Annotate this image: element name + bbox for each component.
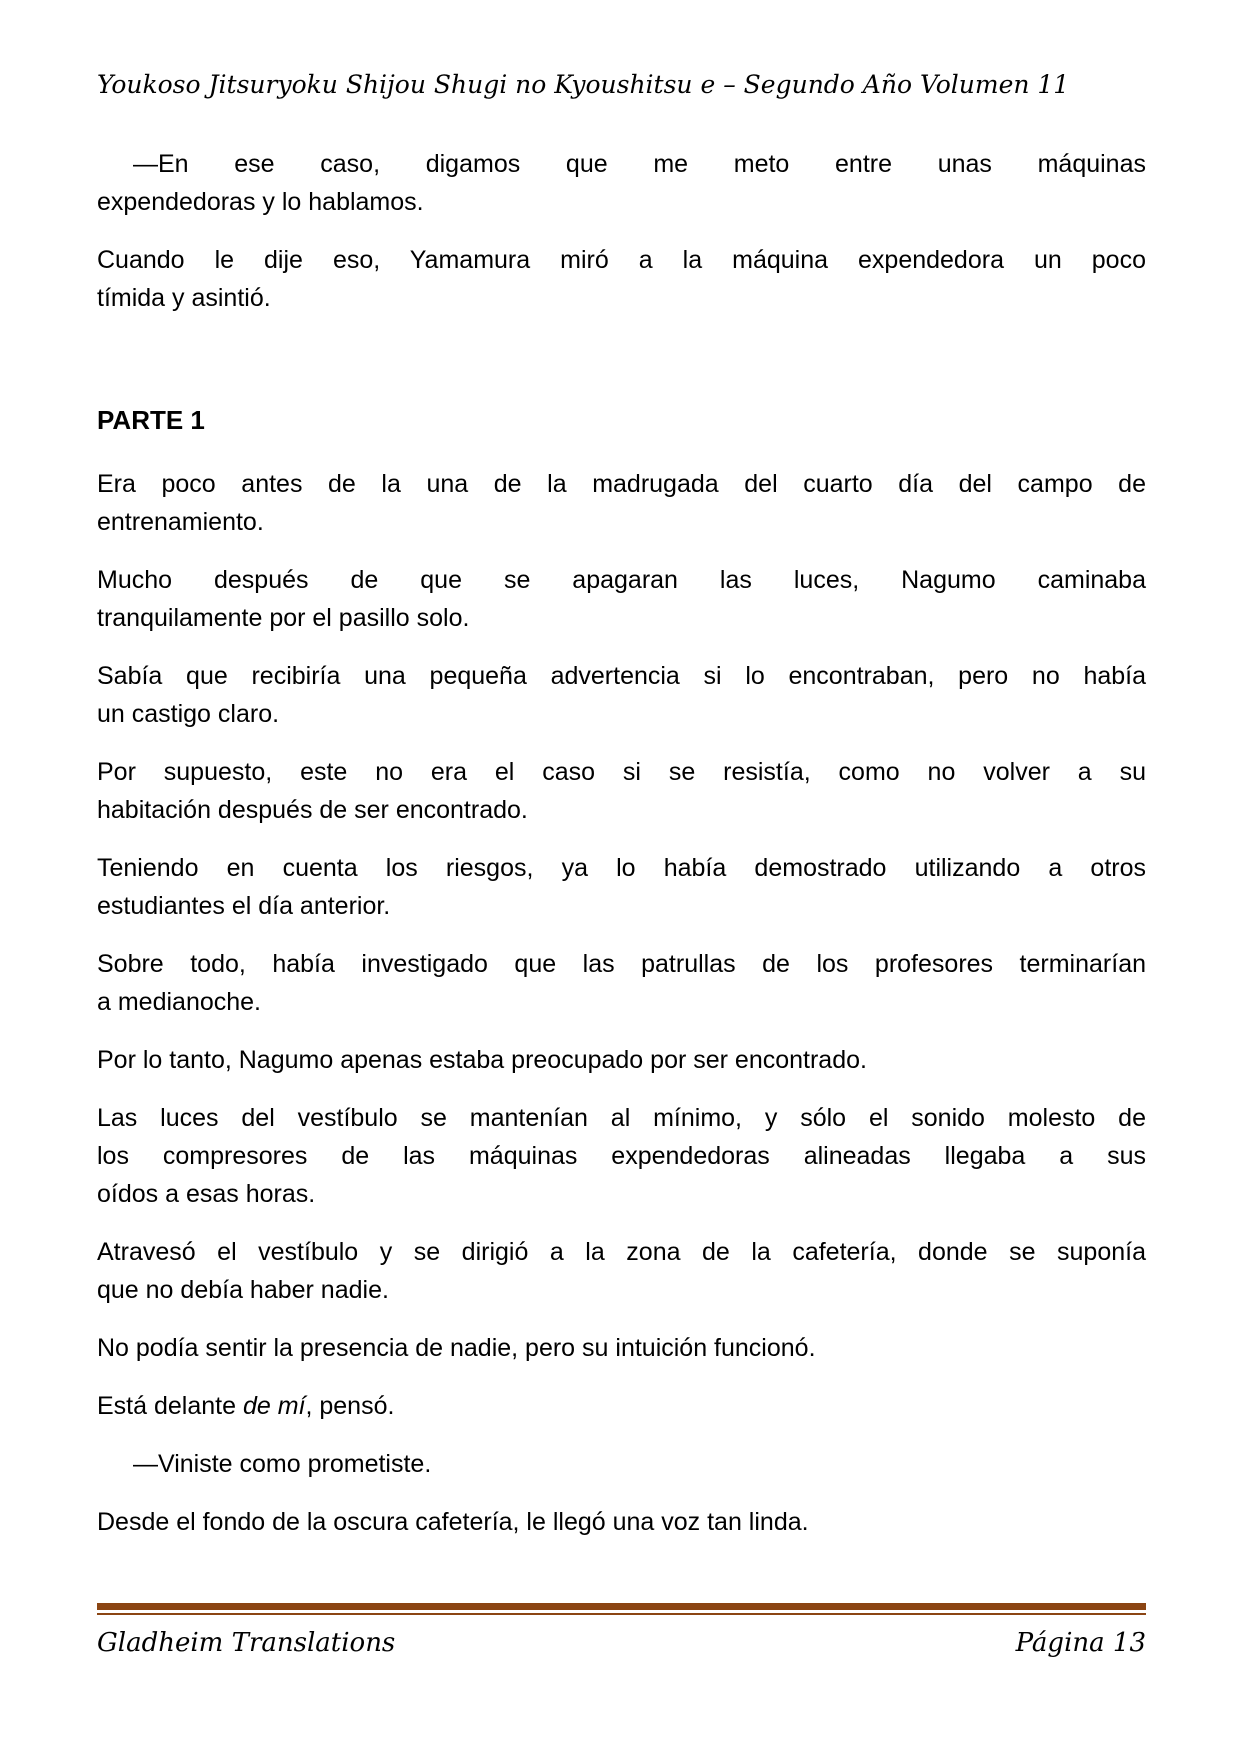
paragraph — [97, 465, 1146, 541]
footer-rule-thin — [97, 1613, 1146, 1615]
text-segment: entrenamiento. — [97, 508, 264, 536]
paragraph — [97, 945, 1146, 1021]
text-segment: No podía sentir la presencia de nadie, pero su intuición funcionó. — [97, 1334, 816, 1362]
text-segment: Por lo tanto, Nagumo apenas estaba preocupado por ser encontrado. — [97, 1046, 867, 1074]
paragraph — [97, 1233, 1146, 1309]
text-segment: tímida y asintió. — [97, 284, 271, 312]
text-segment: , pensó. — [305, 1392, 395, 1420]
text-segment: Desde el fondo de la oscura cafetería, le llegó una voz tan linda. — [97, 1508, 809, 1536]
text-segment: expendedoras y lo hablamos. — [97, 188, 424, 216]
text-segment: PARTE 1 — [97, 405, 205, 435]
text-segment: de mí — [242, 1392, 306, 1420]
text-segment: Atravesó el vestíbulo y se dirigió a la zona de la cafetería, donde se suponía — [97, 1238, 1146, 1266]
paragraph — [97, 241, 1146, 317]
paragraph — [97, 657, 1146, 733]
text-segment: Era poco antes de la una de la madrugada del cuarto día del campo de — [97, 470, 1146, 498]
paragraph — [97, 1041, 1146, 1079]
paragraph — [97, 1503, 1146, 1541]
paragraph — [97, 1329, 1146, 1367]
header-title: Youkoso Jitsuryoku Shijou Shugi no Kyoushitsu e – Segundo Año Volumen 11 — [97, 70, 1070, 99]
section-heading — [97, 401, 1146, 439]
text-segment: Por supuesto, este no era el caso si se resistía, como no volver a su — [97, 758, 1146, 786]
text-segment: Sobre todo, había investigado que las patrullas de los profesores terminarían — [97, 950, 1146, 978]
paragraph — [97, 753, 1146, 829]
text-segment: los compresores de las máquinas expendedoras alineadas llegaba a sus — [97, 1142, 1146, 1170]
text-segment: habitación después de ser encontrado. — [97, 796, 528, 824]
text-segment: oídos a esas horas. — [97, 1180, 316, 1208]
text-segment: Sabía que recibiría una pequeña advertencia si lo encontraban, pero no había — [97, 662, 1146, 690]
text-segment: Cuando le dije eso, Yamamura miró a la máquina expendedora un poco — [97, 246, 1146, 274]
text-segment: que no debía haber nadie. — [97, 1276, 389, 1304]
paragraph — [97, 561, 1146, 637]
paragraph — [97, 1387, 1146, 1425]
page-body — [97, 145, 1146, 1561]
dialogue-paragraph — [97, 1445, 1146, 1483]
text-segment: Está delante — [97, 1392, 243, 1420]
footer-translator-credit: Gladheim Translations — [97, 1628, 396, 1658]
text-segment: —Viniste como prometiste. — [133, 1450, 432, 1478]
footer-rule-thick — [97, 1603, 1146, 1610]
text-segment: Las luces del vestíbulo se mantenían al mínimo, y sólo el sonido molesto de — [97, 1104, 1146, 1132]
dialogue-paragraph — [97, 145, 1146, 221]
text-segment: tranquilamente por el pasillo solo. — [97, 604, 470, 632]
text-segment: un castigo claro. — [97, 700, 280, 728]
text-segment: Teniendo en cuenta los riesgos, ya lo había demostrado utilizando a otros — [97, 854, 1146, 882]
paragraph — [97, 849, 1146, 925]
text-segment: estudiantes el día anterior. — [97, 892, 391, 920]
footer-page-number: Página 13 — [1015, 1628, 1146, 1658]
text-segment: Mucho después de que se apagaran las luces, Nagumo caminaba — [97, 566, 1146, 594]
page-footer — [97, 1603, 1146, 1658]
text-segment: —En ese caso, digamos que me meto entre unas máquinas — [133, 150, 1146, 178]
paragraph — [97, 1099, 1146, 1213]
page-header — [97, 70, 1146, 100]
text-segment: a medianoche. — [97, 988, 262, 1016]
